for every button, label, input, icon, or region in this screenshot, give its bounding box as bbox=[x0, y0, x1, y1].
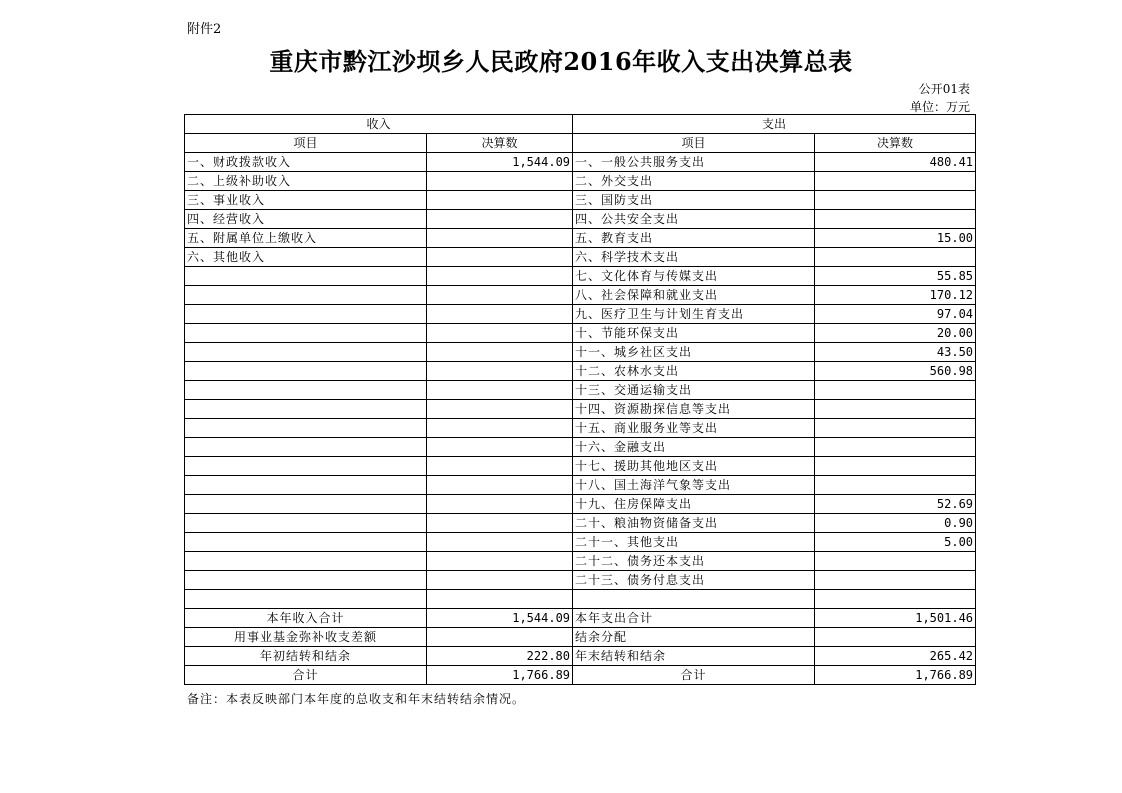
table-row bbox=[185, 552, 976, 571]
table-row bbox=[185, 172, 976, 191]
income-item-cell bbox=[185, 400, 427, 419]
expense-item-cell: 五、教育支出 bbox=[573, 229, 815, 248]
income-amount-cell bbox=[427, 590, 573, 609]
income-amount-cell bbox=[427, 324, 573, 343]
income-amount-cell bbox=[427, 628, 573, 647]
expense-amount-cell bbox=[815, 438, 976, 457]
attachment-label: 附件2 bbox=[187, 22, 222, 37]
income-amount-cell bbox=[427, 229, 573, 248]
income-amount-cell bbox=[427, 267, 573, 286]
income-amount-cell: 222.80 bbox=[427, 647, 573, 666]
expense-amount-cell: 1,766.89 bbox=[815, 666, 976, 685]
expense-amount-cell: 480.41 bbox=[815, 153, 976, 172]
expense-amount-cell bbox=[815, 628, 976, 647]
income-item-cell: 六、其他收入 bbox=[185, 248, 427, 267]
expense-item-cell: 三、国防支出 bbox=[573, 191, 815, 210]
income-amount-cell bbox=[427, 495, 573, 514]
table-row bbox=[185, 381, 976, 400]
income-amount-cell bbox=[427, 343, 573, 362]
expense-amount-cell bbox=[815, 400, 976, 419]
expense-amount-cell bbox=[815, 381, 976, 400]
income-item-cell bbox=[185, 571, 427, 590]
income-item-cell bbox=[185, 267, 427, 286]
table-row bbox=[185, 571, 976, 590]
income-amount-cell bbox=[427, 400, 573, 419]
expense-item-cell: 十七、援助其他地区支出 bbox=[573, 457, 815, 476]
income-amount-cell bbox=[427, 286, 573, 305]
expense-item-cell: 十一、城乡社区支出 bbox=[573, 343, 815, 362]
income-item-cell bbox=[185, 438, 427, 457]
income-item-cell: 年初结转和结余 bbox=[185, 647, 427, 666]
summary-row bbox=[185, 609, 976, 628]
table-row bbox=[185, 248, 976, 267]
expense-amount-cell: 97.04 bbox=[815, 305, 976, 324]
table-row bbox=[185, 286, 976, 305]
table-row bbox=[185, 514, 976, 533]
expense-amount-cell bbox=[815, 419, 976, 438]
income-amount-cell: 1,766.89 bbox=[427, 666, 573, 685]
income-item-cell bbox=[185, 514, 427, 533]
page-title: 重庆市黔江沙坝乡人民政府2016年收入支出决算总表 bbox=[269, 47, 853, 76]
expense-amount-header: 决算数 bbox=[815, 134, 976, 153]
income-amount-cell bbox=[427, 381, 573, 400]
income-item-cell bbox=[185, 495, 427, 514]
expense-amount-cell: 20.00 bbox=[815, 324, 976, 343]
expense-item-cell: 年末结转和结余 bbox=[573, 647, 815, 666]
income-amount-cell: 1,544.09 bbox=[427, 153, 573, 172]
expense-amount-cell bbox=[815, 476, 976, 495]
expense-item-cell: 八、社会保障和就业支出 bbox=[573, 286, 815, 305]
expense-item-header: 项目 bbox=[573, 134, 815, 153]
expense-item-cell: 二十、粮油物资储备支出 bbox=[573, 514, 815, 533]
expense-amount-cell bbox=[815, 552, 976, 571]
expense-item-cell: 四、公共安全支出 bbox=[573, 210, 815, 229]
expense-item-cell: 二十一、其他支出 bbox=[573, 533, 815, 552]
expense-amount-cell: 170.12 bbox=[815, 286, 976, 305]
expense-item-cell: 二、外交支出 bbox=[573, 172, 815, 191]
expense-amount-cell bbox=[815, 210, 976, 229]
unit-label: 单位：万元 bbox=[909, 100, 970, 114]
expense-amount-cell bbox=[815, 191, 976, 210]
income-amount-cell bbox=[427, 476, 573, 495]
table-row bbox=[185, 438, 976, 457]
income-item-cell bbox=[185, 305, 427, 324]
column-header-row bbox=[185, 134, 976, 153]
expense-item-cell: 十三、交通运输支出 bbox=[573, 381, 815, 400]
expense-amount-cell: 55.85 bbox=[815, 267, 976, 286]
table-row bbox=[185, 400, 976, 419]
income-amount-cell bbox=[427, 552, 573, 571]
expense-item-cell: 二十二、债务还本支出 bbox=[573, 552, 815, 571]
expense-amount-cell: 15.00 bbox=[815, 229, 976, 248]
table-row bbox=[185, 533, 976, 552]
table-row bbox=[185, 457, 976, 476]
expense-item-cell: 十九、住房保障支出 bbox=[573, 495, 815, 514]
table-row bbox=[185, 210, 976, 229]
income-amount-cell bbox=[427, 191, 573, 210]
expense-amount-cell bbox=[815, 457, 976, 476]
table-row bbox=[185, 476, 976, 495]
income-item-cell bbox=[185, 457, 427, 476]
expense-item-cell: 十八、国土海洋气象等支出 bbox=[573, 476, 815, 495]
income-item-cell bbox=[185, 590, 427, 609]
income-item-cell: 五、附属单位上缴收入 bbox=[185, 229, 427, 248]
table-row bbox=[185, 305, 976, 324]
expense-item-cell: 九、医疗卫生与计划生育支出 bbox=[573, 305, 815, 324]
table-row bbox=[185, 191, 976, 210]
expense-item-cell: 十二、农林水支出 bbox=[573, 362, 815, 381]
income-item-cell bbox=[185, 533, 427, 552]
expense-header: 支出 bbox=[573, 115, 976, 134]
expense-amount-cell bbox=[815, 248, 976, 267]
income-amount-cell bbox=[427, 210, 573, 229]
expense-item-cell: 结余分配 bbox=[573, 628, 815, 647]
income-amount-cell bbox=[427, 172, 573, 191]
income-amount-cell bbox=[427, 514, 573, 533]
income-item-cell: 二、上级补助收入 bbox=[185, 172, 427, 191]
expense-amount-cell: 560.98 bbox=[815, 362, 976, 381]
income-item-cell bbox=[185, 343, 427, 362]
table-row bbox=[185, 343, 976, 362]
income-amount-header: 决算数 bbox=[427, 134, 573, 153]
income-item-cell bbox=[185, 381, 427, 400]
expense-amount-cell: 0.90 bbox=[815, 514, 976, 533]
expense-item-cell: 十、节能环保支出 bbox=[573, 324, 815, 343]
income-amount-cell bbox=[427, 362, 573, 381]
table-row bbox=[185, 324, 976, 343]
income-amount-cell bbox=[427, 438, 573, 457]
expense-item-cell: 一、一般公共服务支出 bbox=[573, 153, 815, 172]
expense-item-cell: 二十三、债务付息支出 bbox=[573, 571, 815, 590]
income-item-cell bbox=[185, 476, 427, 495]
expense-item-cell: 本年支出合计 bbox=[573, 609, 815, 628]
income-item-cell: 合计 bbox=[185, 666, 427, 685]
expense-item-cell: 十六、金融支出 bbox=[573, 438, 815, 457]
table-row bbox=[185, 153, 976, 172]
table-row bbox=[185, 419, 976, 438]
income-amount-cell bbox=[427, 305, 573, 324]
expense-item-cell bbox=[573, 590, 815, 609]
income-item-cell bbox=[185, 419, 427, 438]
income-item-cell bbox=[185, 286, 427, 305]
expense-amount-cell: 265.42 bbox=[815, 647, 976, 666]
expense-item-cell: 十五、商业服务业等支出 bbox=[573, 419, 815, 438]
income-amount-cell bbox=[427, 457, 573, 476]
footnote: 备注：本表反映部门本年度的总收支和年末结转结余情况。 bbox=[187, 692, 526, 706]
expense-amount-cell bbox=[815, 571, 976, 590]
section-header-row bbox=[185, 115, 976, 134]
expense-amount-cell bbox=[815, 172, 976, 191]
table-row bbox=[185, 267, 976, 286]
income-item-cell: 一、财政拨款收入 bbox=[185, 153, 427, 172]
summary-row bbox=[185, 647, 976, 666]
income-item-header: 项目 bbox=[185, 134, 427, 153]
expense-item-cell: 合计 bbox=[573, 666, 815, 685]
income-item-cell: 四、经营收入 bbox=[185, 210, 427, 229]
expense-amount-cell: 52.69 bbox=[815, 495, 976, 514]
summary-row bbox=[185, 628, 976, 647]
income-amount-cell: 1,544.09 bbox=[427, 609, 573, 628]
expense-item-cell: 七、文化体育与传媒支出 bbox=[573, 267, 815, 286]
income-item-cell: 三、事业收入 bbox=[185, 191, 427, 210]
income-item-cell: 用事业基金弥补收支差额 bbox=[185, 628, 427, 647]
expense-amount-cell: 43.50 bbox=[815, 343, 976, 362]
expense-amount-cell: 5.00 bbox=[815, 533, 976, 552]
income-item-cell: 本年收入合计 bbox=[185, 609, 427, 628]
income-header: 收入 bbox=[185, 115, 573, 134]
expense-item-cell: 十四、资源勘探信息等支出 bbox=[573, 400, 815, 419]
expense-item-cell: 六、科学技术支出 bbox=[573, 248, 815, 267]
table-row bbox=[185, 495, 976, 514]
table-row bbox=[185, 590, 976, 609]
income-amount-cell bbox=[427, 533, 573, 552]
budget-table bbox=[184, 114, 976, 685]
income-item-cell bbox=[185, 552, 427, 571]
table-row bbox=[185, 229, 976, 248]
income-item-cell bbox=[185, 362, 427, 381]
income-item-cell bbox=[185, 324, 427, 343]
expense-amount-cell bbox=[815, 590, 976, 609]
expense-amount-cell: 1,501.46 bbox=[815, 609, 976, 628]
income-amount-cell bbox=[427, 419, 573, 438]
total-row bbox=[185, 666, 976, 685]
table-number: 公开01表 bbox=[918, 82, 970, 96]
income-amount-cell bbox=[427, 571, 573, 590]
table-row bbox=[185, 362, 976, 381]
income-amount-cell bbox=[427, 248, 573, 267]
